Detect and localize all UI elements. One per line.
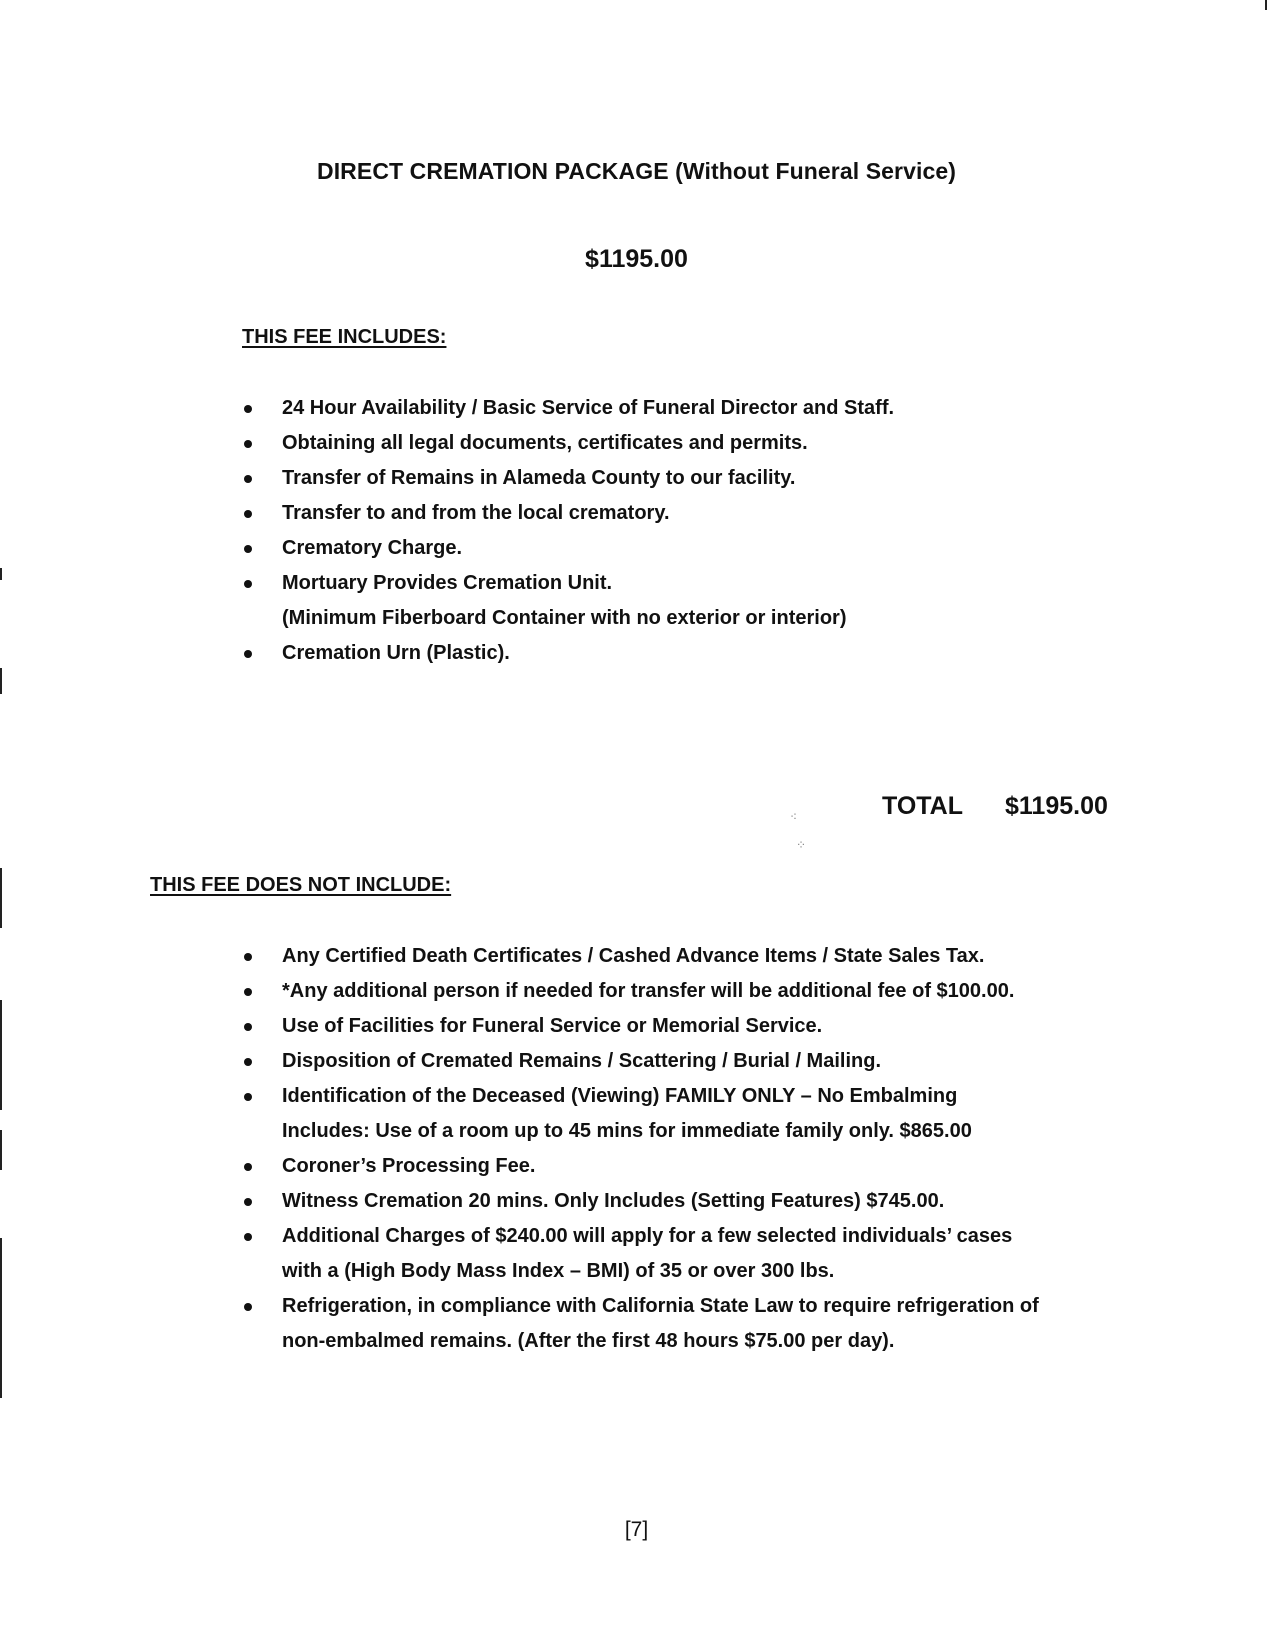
- list-item-subtext: (Minimum Fiberboard Container with no exterior or interior): [282, 607, 847, 629]
- includes-list: [0, 391, 1150, 671]
- bullet-icon: [244, 1023, 252, 1031]
- list-item-text: 24 Hour Availability / Basic Service of Funeral Director and Staff.: [282, 397, 895, 419]
- list-item-text: Identification of the Deceased (Viewing) FAMILY ONLY – No Embalming: [282, 1085, 958, 1107]
- list-item-text: Refrigeration, in compliance with California State Law to require refrigeration of: [282, 1295, 1039, 1317]
- list-item-text: Transfer of Remains in Alameda County to our facility.: [282, 467, 796, 489]
- bullet-icon: [244, 1198, 252, 1206]
- list-item: [0, 566, 1150, 636]
- list-item: [0, 1184, 1150, 1219]
- list-item-text: *Any additional person if needed for transfer will be additional fee of $100.00.: [282, 980, 1015, 1002]
- scan-edge-mark: [0, 868, 2, 928]
- list-item: [0, 1219, 1150, 1289]
- list-item-subtext: with a (High Body Mass Index – BMI) of 35 or over 300 lbs.: [282, 1260, 835, 1282]
- list-item-text: Disposition of Cremated Remains / Scattering / Burial / Mailing.: [282, 1050, 881, 1072]
- list-item: [0, 1079, 1150, 1149]
- excludes-heading: THIS FEE DOES NOT INCLUDE:: [150, 874, 452, 896]
- list-item: [0, 426, 1150, 461]
- list-item-text: Use of Facilities for Funeral Service or Memorial Service.: [282, 1015, 823, 1037]
- total-value: $1195.00: [1005, 792, 1108, 820]
- document-title: DIRECT CREMATION PACKAGE (Without Funeral Service): [316, 158, 957, 184]
- scan-edge-mark: [0, 1000, 2, 1110]
- bullet-icon: [244, 1093, 252, 1101]
- list-item-text: Any Certified Death Certificates / Cashed Advance Items / State Sales Tax.: [282, 945, 985, 967]
- list-item-text: Crematory Charge.: [282, 537, 463, 559]
- excludes-list: [0, 939, 1150, 1359]
- bullet-icon: [244, 475, 252, 483]
- list-item: [0, 974, 1150, 1009]
- list-item: [0, 391, 1150, 426]
- list-item-text: Transfer to and from the local crematory.: [282, 502, 670, 524]
- list-item-subtext: Includes: Use of a room up to 45 mins for immediate family only. $865.00: [282, 1120, 972, 1142]
- scan-speck: ⁘: [796, 838, 807, 852]
- scan-edge-mark: [0, 568, 2, 580]
- bullet-icon: [244, 440, 252, 448]
- scan-edge-mark: [0, 668, 2, 694]
- list-item-text: Obtaining all legal documents, certificates and permits.: [282, 432, 808, 454]
- bullet-icon: [244, 545, 252, 553]
- list-item-text: Cremation Urn (Plastic).: [282, 642, 510, 664]
- list-item: [0, 939, 1150, 974]
- bullet-icon: [244, 510, 252, 518]
- list-item-text: Witness Cremation 20 mins. Only Includes (Setting Features) $745.00.: [282, 1190, 945, 1212]
- list-item: [0, 1009, 1150, 1044]
- list-item: [0, 496, 1150, 531]
- scan-speck: ⁖: [790, 810, 798, 824]
- list-item: [0, 1289, 1150, 1359]
- list-item: [0, 1149, 1150, 1184]
- bullet-icon: [244, 580, 252, 588]
- list-item: [0, 531, 1150, 566]
- bullet-icon: [244, 650, 252, 658]
- bullet-icon: [244, 953, 252, 961]
- scan-edge-mark: [0, 1238, 2, 1398]
- scan-edge-mark: [1265, 0, 1267, 10]
- list-item: [0, 636, 1150, 671]
- list-item-subtext: non-embalmed remains. (After the first 48 hours $75.00 per day).: [282, 1330, 895, 1352]
- list-item: [0, 1044, 1150, 1079]
- bullet-icon: [244, 1163, 252, 1171]
- includes-heading: THIS FEE INCLUDES:: [242, 326, 447, 348]
- bullet-icon: [244, 1058, 252, 1066]
- list-item-text: Mortuary Provides Cremation Unit.: [282, 572, 613, 594]
- bullet-icon: [244, 1233, 252, 1241]
- bullet-icon: [244, 988, 252, 996]
- scan-edge-mark: [0, 1130, 2, 1170]
- total-label: TOTAL: [882, 792, 964, 820]
- list-item: [0, 461, 1150, 496]
- bullet-icon: [244, 1303, 252, 1311]
- list-item-text: Coroner’s Processing Fee.: [282, 1155, 536, 1177]
- page-number: [7]: [624, 1518, 649, 1541]
- list-item-text: Additional Charges of $240.00 will apply for a few selected individuals’ cases: [282, 1225, 1013, 1247]
- package-price: $1195.00: [585, 245, 688, 273]
- bullet-icon: [244, 405, 252, 413]
